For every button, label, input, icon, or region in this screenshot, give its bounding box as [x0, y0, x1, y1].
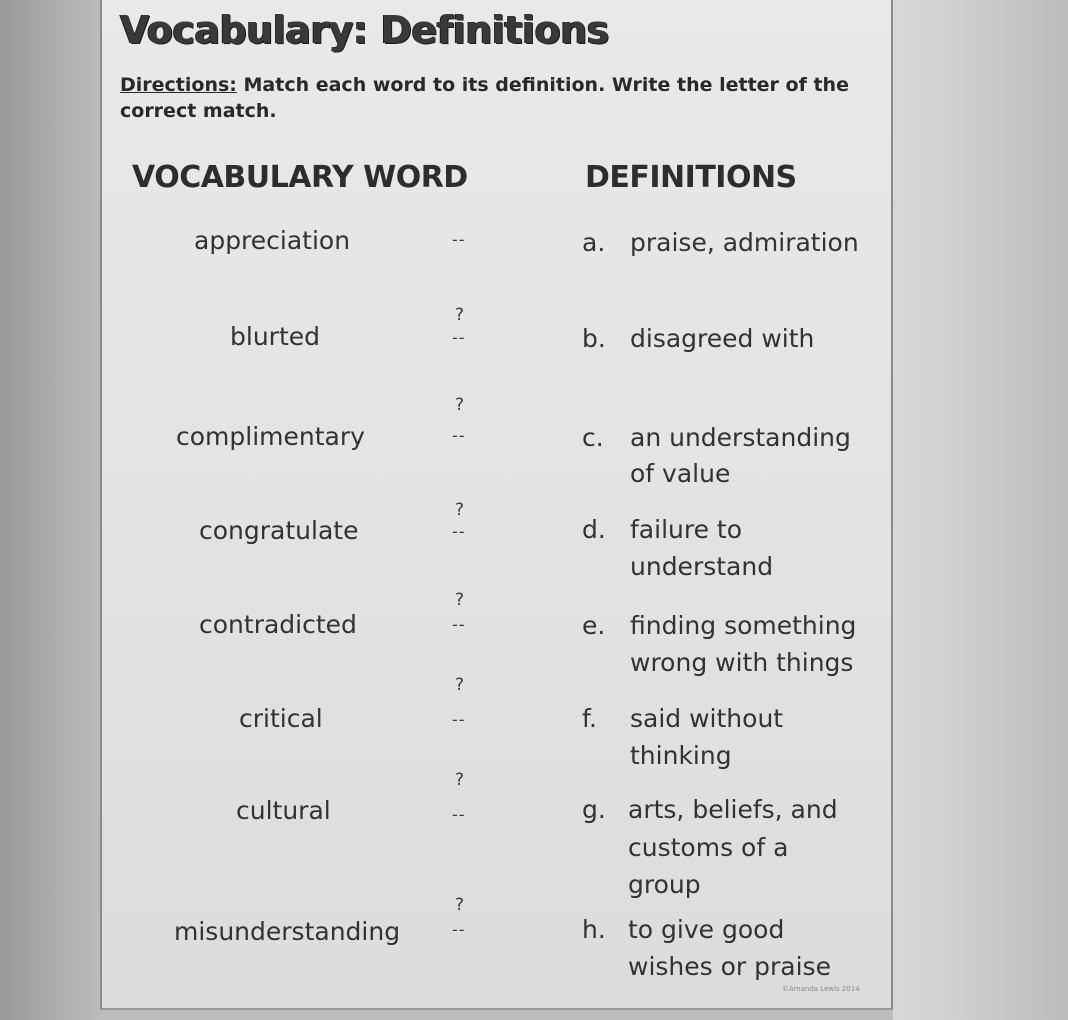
definition-text: to give good	[628, 915, 785, 944]
vocab-word: congratulate	[199, 516, 359, 545]
definition-text: an understanding	[630, 423, 851, 452]
answer-blank[interactable]: --	[452, 328, 466, 347]
background-right	[893, 0, 1068, 1020]
vocab-word: contradicted	[199, 610, 357, 639]
vocab-word: cultural	[236, 796, 331, 825]
copyright-credit: ©Amanda Lewis 2014	[782, 985, 860, 993]
answer-blank[interactable]: --	[452, 426, 466, 445]
background-left	[0, 0, 100, 1020]
vocab-word: blurted	[230, 322, 320, 351]
directions-text: Match each word to its definition. Write the letter of the correct match.	[120, 74, 849, 122]
definition-text: arts, beliefs, and	[628, 795, 838, 824]
directions	[120, 72, 870, 124]
answer-blank[interactable]: --	[452, 710, 466, 729]
answer-blank[interactable]: --	[452, 522, 466, 541]
answer-blank[interactable]: --	[452, 920, 466, 939]
vocabulary-word-heading: VOCABULARY WORD	[132, 160, 468, 195]
answer-mark: ?	[455, 770, 465, 790]
definition-text: praise, admiration	[630, 228, 859, 257]
answer-mark: ?	[455, 675, 465, 695]
definition-text: group	[628, 870, 701, 899]
definition-text: finding something	[630, 611, 857, 640]
definition-letter: e.	[582, 611, 606, 640]
worksheet	[100, 0, 893, 1010]
definition-letter: f.	[582, 704, 597, 733]
definition-text: wrong with things	[630, 648, 854, 677]
definition-text: failure to	[630, 515, 743, 544]
answer-mark: ?	[455, 895, 465, 915]
page-title: Vocabulary: Definitions	[120, 8, 609, 52]
answer-mark: ?	[455, 305, 465, 325]
answer-mark: ?	[455, 590, 465, 610]
definition-letter: c.	[582, 423, 604, 452]
definition-letter: d.	[582, 515, 606, 544]
vocab-word: misunderstanding	[174, 917, 401, 946]
definition-letter: a.	[582, 228, 606, 257]
answer-blank[interactable]: --	[452, 805, 466, 824]
answer-blank[interactable]: --	[452, 230, 466, 249]
definition-letter: g.	[582, 795, 606, 824]
definition-text: understand	[630, 552, 774, 581]
definition-text: of value	[630, 459, 731, 488]
directions-label: Directions:	[120, 74, 237, 96]
definition-text: wishes or praise	[628, 952, 831, 981]
answer-blank[interactable]: --	[452, 615, 466, 634]
definition-text: said without	[630, 704, 784, 733]
answer-mark: ?	[455, 500, 465, 520]
definition-letter: b.	[582, 324, 606, 353]
answer-mark: ?	[455, 395, 465, 415]
vocab-word: appreciation	[194, 226, 351, 255]
definition-text: thinking	[630, 741, 732, 770]
definition-text: disagreed with	[630, 324, 815, 353]
vocab-word: critical	[239, 704, 323, 733]
definition-text: customs of a	[628, 833, 789, 862]
definitions-heading: DEFINITIONS	[585, 160, 797, 195]
definition-letter: h.	[582, 915, 606, 944]
vocab-word: complimentary	[176, 422, 365, 451]
